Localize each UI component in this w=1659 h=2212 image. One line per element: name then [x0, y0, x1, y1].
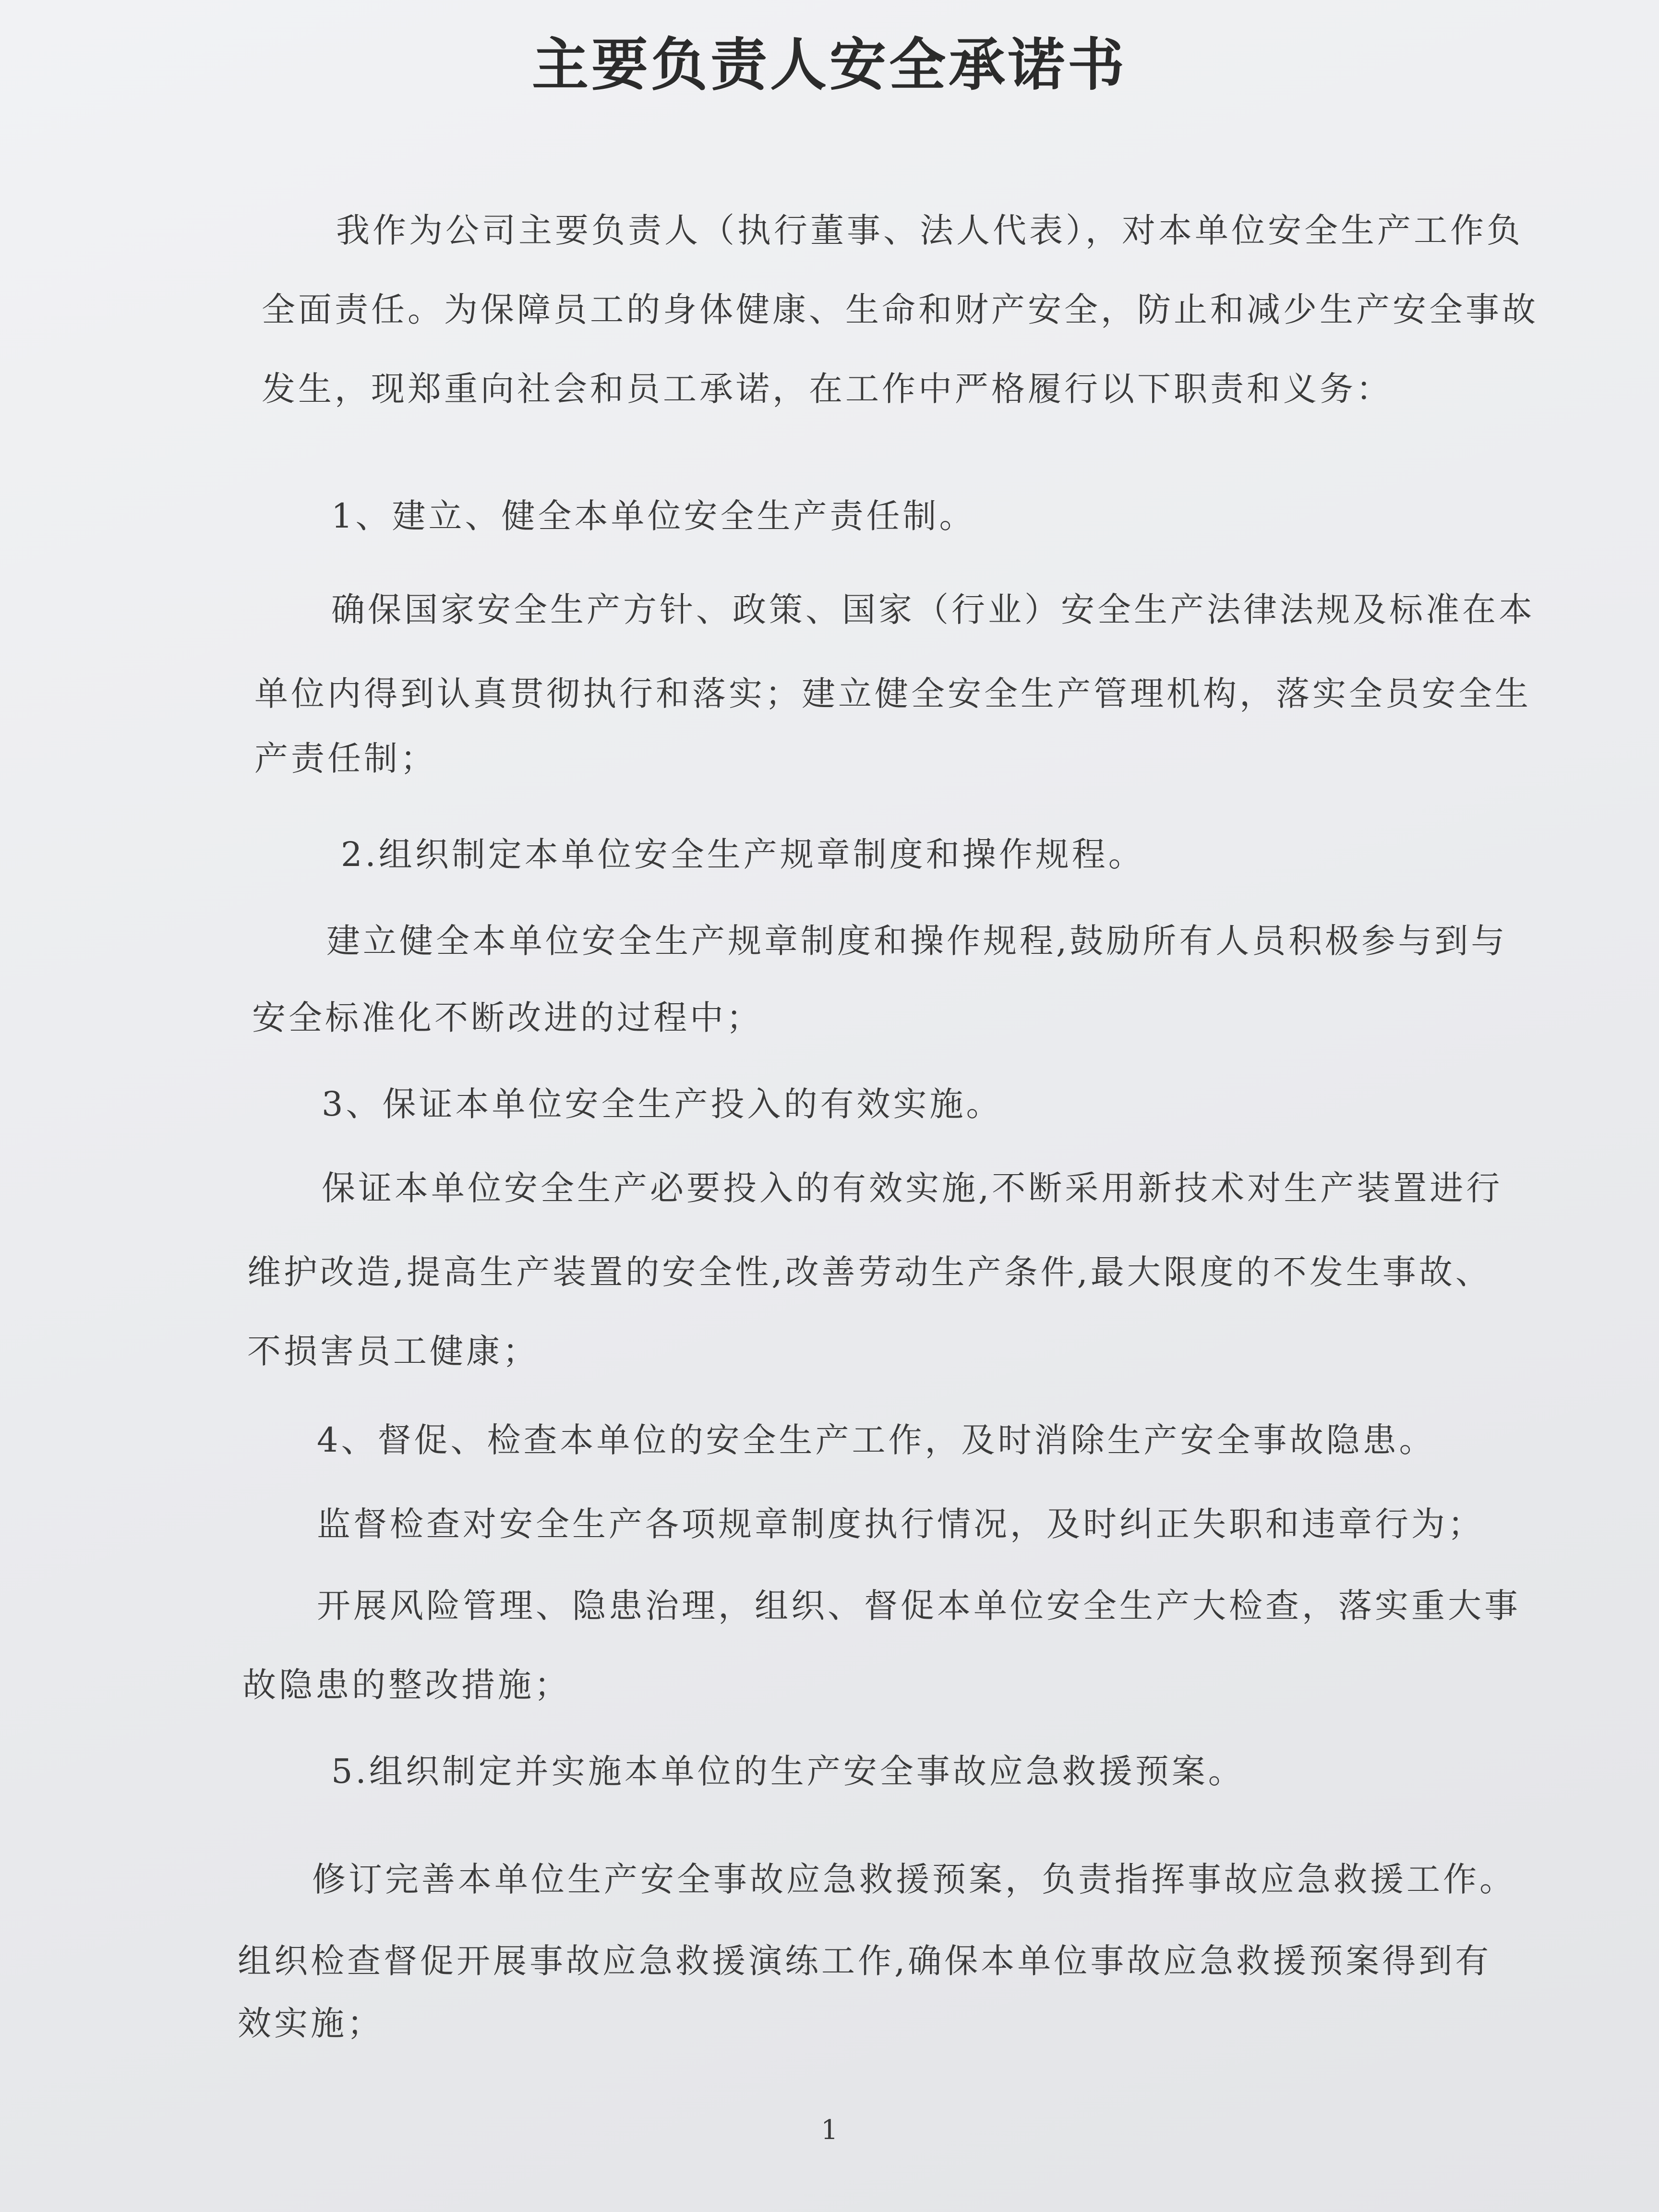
item-1-line-1: 确保国家安全生产方针、政策、国家（行业）安全生产法律法规及标准在本 — [331, 590, 1535, 629]
item-5-line-1: 修订完善本单位生产安全事故应急救援预案，负责指挥事故应急救援工作。 — [312, 1860, 1516, 1899]
item-4-line-3: 故隐患的整改措施； — [242, 1665, 571, 1705]
item-4-heading: 4、督促、检查本单位的安全生产工作，及时消除生产安全事故隐患。 — [317, 1420, 1436, 1460]
item-3-line-1: 保证本单位安全生产必要投入的有效实施,不断采用新技术对生产装置进行 — [322, 1168, 1503, 1208]
item-3-line-2: 维护改造,提高生产装置的安全性,改善劳动生产条件,最大限度的不发生事故、 — [247, 1252, 1492, 1292]
item-1-line-2: 单位内得到认真贯彻执行和落实；建立健全安全生产管理机构，落实全员安全生 — [254, 674, 1531, 713]
page-number: 1 — [821, 2115, 838, 2146]
intro-line-3: 发生，现郑重向社会和员工承诺，在工作中严格履行以下职责和义务： — [262, 369, 1393, 409]
item-2-line-1: 建立健全本单位安全生产规章制度和操作规程,鼓励所有人员积极参与到与 — [326, 921, 1508, 961]
intro-line-2: 全面责任。为保障员工的身体健康、生命和财产安全，防止和减少生产安全事故 — [262, 290, 1539, 329]
item-2-line-2: 安全标准化不断改进的过程中； — [252, 998, 763, 1037]
item-1-heading: 1、建立、健全本单位安全生产责任制。 — [331, 496, 976, 536]
item-4-line-2: 开展风险管理、隐患治理，组织、督促本单位安全生产大检查，落实重大事 — [317, 1586, 1521, 1625]
intro-line-1: 我作为公司主要负责人（执行董事、法人代表），对本单位安全生产工作负 — [336, 211, 1523, 250]
item-5-line-2: 组织检查督促开展事故应急救援演练工作,确保本单位事故应急救援预案得到有 — [238, 1941, 1492, 1981]
item-4-line-1: 监督检查对安全生产各项规章制度执行情况，及时纠正失职和违章行为； — [317, 1504, 1484, 1544]
item-5-line-3: 效实施； — [238, 2004, 384, 2043]
item-3-heading: 3、保证本单位安全生产投入的有效实施。 — [322, 1084, 1003, 1124]
item-3-line-3: 不损害员工健康； — [247, 1332, 539, 1371]
item-5-heading: 5.组织制定并实施本单位的生产安全事故应急救援预案。 — [331, 1752, 1245, 1791]
document-title: 主要负责人安全承诺书 — [531, 31, 1127, 98]
item-1-line-3: 产责任制； — [254, 739, 437, 778]
item-2-heading: 2.组织制定本单位安全生产规章制度和操作规程。 — [341, 835, 1145, 874]
